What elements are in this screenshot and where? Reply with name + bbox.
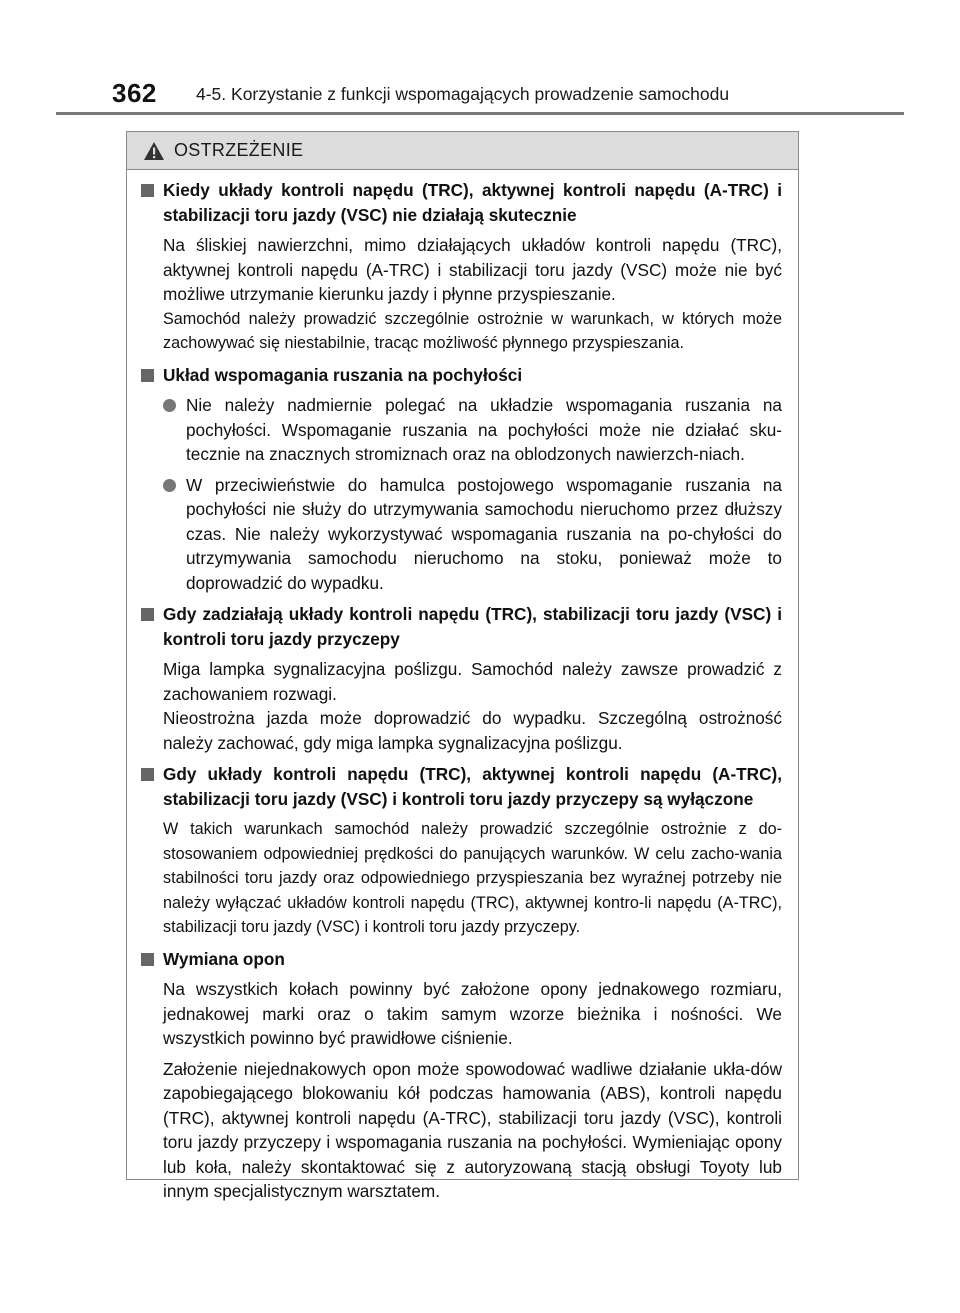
paragraph: W takich warunkach samochód należy prowadzić szczególnie ostrożnie z do-stosowaniem odpowiedniej prędkości do panujących warunków. W celu zacho-wania stabilności toru jazdy oraz odpowiedniego przyspieszania bez wyraźnej potrzeby nie należy wyłączać układów kontroli napędu (TRC), aktywnej kontro-li napędu (A-TRC), stabilizacji toru jazdy (VSC) i kontroli toru jazdy przyczepy. — [163, 820, 782, 936]
section-systems-off — [139, 762, 782, 940]
warning-title: OSTRZEŻENIE — [174, 140, 304, 160]
section-title: Gdy układy kontroli napędu (TRC), aktywnej kontroli napędu (A-TRC), stabilizacji toru jazdy (VSC) i kontroli toru jazdy przyczepy są wyłączone — [163, 764, 782, 809]
section-title: Układ wspomagania ruszania na pochyłości — [163, 364, 523, 385]
square-bullet-icon — [141, 953, 154, 966]
circle-bullet-icon — [163, 479, 176, 492]
section-hill-start-assist — [139, 363, 782, 596]
warning-header — [127, 132, 798, 170]
paragraph: Samochód należy prowadzić szczególnie ostrożnie w warunkach, w których może zachowywać się niestabilnie, tracąc możliwość płynnego przyspieszania. — [163, 309, 782, 352]
header-divider — [56, 112, 904, 115]
circle-bullet-icon — [163, 399, 176, 412]
paragraph: Nieostrożna jazda może doprowadzić do wypadku. Szczególną ostrożność należy zachować, gdy miga lampka sygnalizacyjna poślizgu. — [163, 708, 782, 753]
section-title: Kiedy układy kontroli napędu (TRC), aktywnej kontroli napędu (A-TRC) i stabilizacji toru jazdy (VSC) nie działają skutecznie — [163, 180, 782, 225]
section-trc-activated — [139, 602, 782, 755]
square-bullet-icon — [141, 184, 154, 197]
square-bullet-icon — [141, 369, 154, 382]
paragraph: Założenie niejednakowych opon może spowodować wadliwe działanie ukła-dów zapobiegającego blokowaniu kół podczas hamowania (ABS), kontroli napędu (TRC), aktywnej kontroli napędu (A-TRC), stabilizacji toru jazdy (VSC), kontroli toru jazdy przyczepy i wspomagania ruszania na pochyłości. Wymieniając opony lub koła, należy skontaktować się z autoryzowaną stacją obsługi Toyoty lub innym specjalistycznym warsztatem. — [163, 1058, 782, 1201]
paragraph: Na śliskiej nawierzchni, mimo działających układów kontroli napędu (TRC), aktywnej kontroli napędu (A-TRC) i stabilizacji toru jazdy (VSC) może nie być możliwe utrzymanie kierunku jazdy i płynne przyspieszanie. — [163, 235, 782, 304]
warning-content — [127, 170, 798, 1204]
page-number: 362 — [112, 78, 157, 108]
warning-box — [126, 131, 799, 1201]
section-trc-ineffective — [139, 178, 782, 356]
section-tire-replacement — [139, 947, 782, 1204]
page-header — [0, 0, 960, 118]
paragraph: Na wszystkich kołach powinny być założone opony jednakowego rozmiaru, jednakowej marki oraz o takim samym wzorze bieżnika i nośności. We wszystkich powinno być prawidłowe ciśnienie. — [163, 979, 782, 1048]
list-item: W przeciwieństwie do hamulca postojowego wspomaganie ruszania na pochyłości nie służy do utrzymywania samochodu nieruchomo przez dłuższy czas. Nie należy wykorzystywać wspomagania ruszania na po-chyłości do utrzymywania samochodu nieruchomo na stoku, ponieważ może to doprowadzić do wypadku. — [163, 473, 782, 596]
paragraph: Miga lampka sygnalizacyjna poślizgu. Samochód należy zawsze prowadzić z zachowaniem rozwagi. — [163, 659, 782, 704]
list-item: Nie należy nadmiernie polegać na układzie wspomagania ruszania na pochyłości. Wspomaganie ruszania na pochyłości może nie działać sku-tecznie na znacznych stromiznach oraz na oblodzonych nawierzch-niach. — [163, 393, 782, 467]
section-title: Gdy zadziałają układy kontroli napędu (TRC), stabilizacji toru jazdy (VSC) i kontroli toru jazdy przyczepy — [163, 604, 782, 649]
warning-triangle-icon — [143, 141, 165, 161]
square-bullet-icon — [141, 608, 154, 621]
chapter-title: 4-5. Korzystanie z funkcji wspomagających prowadzenie samochodu — [196, 84, 730, 104]
square-bullet-icon — [141, 768, 154, 781]
section-title: Wymiana opon — [163, 948, 285, 969]
